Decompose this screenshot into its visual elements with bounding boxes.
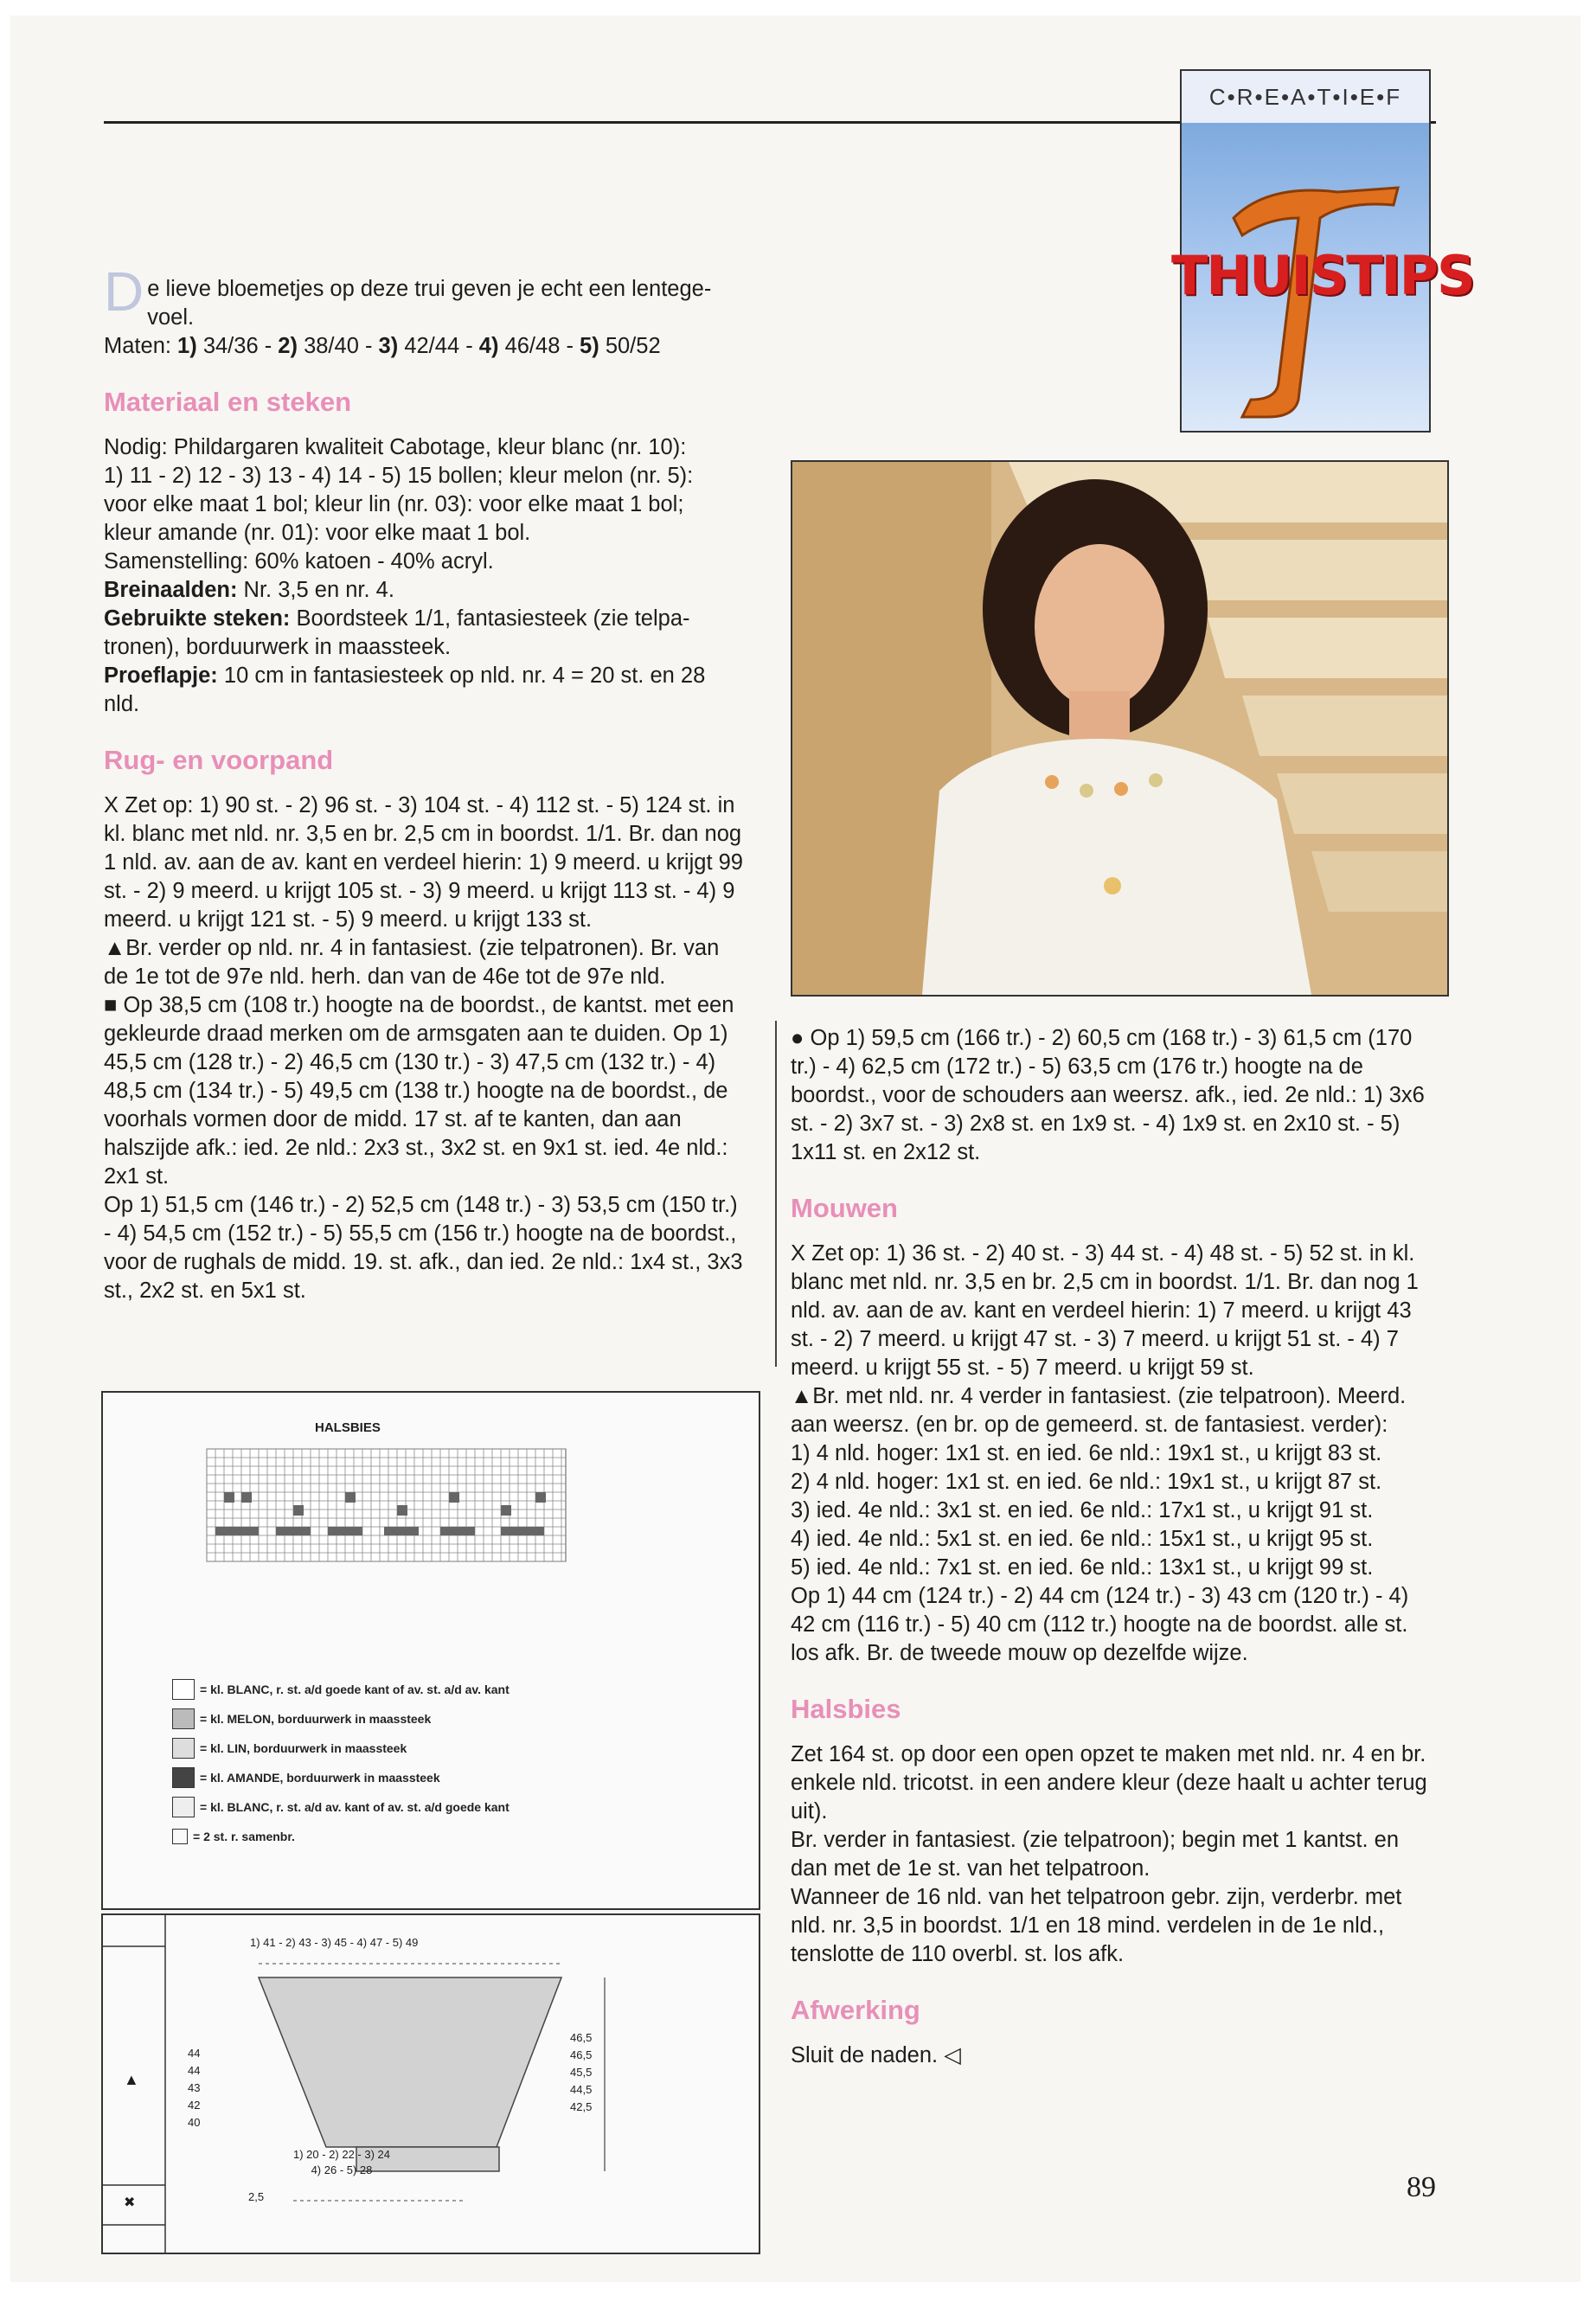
materiaal-line: Samenstelling: 60% katoen - 40% acryl. — [104, 549, 494, 574]
rug-paragraph: X Zet op: 1) 90 st. - 2) 96 st. - 3) 104 st. - 4) 112 st. - 5) 124 st. in kl. blanc met nld. nr. 3,5 en br. 2,5 cm in boordst. 1/1. Br. dan nog 1 nld. av. aan de av. kant en verdeel hierin: 1) 9 meerd. u krijgt 99 st. - 2) 9 meerd. u krijgt 105 st. - 3) 9 meerd. u krijgt 113 st. - 4) 9 meerd. u krijgt 121 st. - 5) 9 meerd. u krijgt 133 st. — [104, 793, 743, 932]
left-value: 40 — [188, 2116, 201, 2129]
heading-mouwen: Mouwen — [791, 1193, 898, 1223]
page-number: 89 — [1407, 2171, 1436, 2203]
materiaal-line: Nodig: Phildargaren kwaliteit Cabotage, kleur blanc (nr. 10): — [104, 435, 687, 459]
logo-tagline: C•R•E•A•T•I•E•F — [1182, 71, 1429, 123]
size-num: 4) — [478, 334, 499, 358]
right-value: 42,5 — [570, 2100, 593, 2113]
rib-value: 2,5 — [248, 2190, 265, 2203]
intro-line-2: voel. — [147, 305, 195, 330]
legend-row — [172, 1822, 510, 1851]
swatch-blanc-reverse — [172, 1797, 195, 1817]
legend-text: = kl. LIN, borduurwerk in maassteek — [200, 1741, 407, 1755]
model-photo — [791, 460, 1449, 997]
halsbies-grid — [198, 1440, 683, 1570]
size-num: 2) — [278, 334, 298, 358]
needles-text: Nr. 3,5 en nr. 4. — [237, 578, 394, 602]
legend-text: = kl. BLANC, r. st. a/d goede kant of av. st. a/d av. kant — [200, 1682, 510, 1696]
legend-text: = kl. MELON, borduurwerk in maassteek — [200, 1712, 432, 1726]
mouwen-paragraph: ▲Br. met nld. nr. 4 verder in fantasiest. (zie telpatroon). Meerd. aan weersz. (en br. op de gemeerd. st. de fantasiest. verder): — [791, 1384, 1407, 1437]
right-value: 46,5 — [570, 2048, 593, 2061]
left-value: 42 — [188, 2099, 201, 2112]
sleeve-schematic — [101, 1913, 760, 2254]
needles-label: Breinaalden: — [104, 578, 238, 602]
stitches-label: Gebruikte steken: — [104, 606, 291, 631]
sizes-line — [104, 332, 744, 361]
swatch-melon — [172, 1708, 195, 1729]
materiaal-line: kleur amande (nr. 01): voor elke maat 1 bol. — [104, 521, 531, 545]
chart-title: HALSBIES — [315, 1420, 381, 1435]
schematic-right-values — [570, 2029, 592, 2116]
legend-row — [172, 1675, 510, 1704]
schematic-left-values — [188, 2045, 200, 2131]
left-value: 44 — [188, 2064, 201, 2077]
triangle-marker: ▲ — [124, 2071, 139, 2088]
swatch-decrease — [172, 1829, 188, 1844]
mouwen-size-line: 3) ied. 4e nld.: 3x1 st. en ied. 6e nld.: 17x1 st., u krijgt 91 st. — [791, 1498, 1374, 1522]
left-value: 44 — [188, 2047, 201, 2060]
mouwen-paragraph: X Zet op: 1) 36 st. - 2) 40 st. - 3) 44 st. - 4) 48 st. - 5) 52 st. in kl. blanc met nld. nr. 3,5 en br. 2,5 cm in boordst. 1/1. Br. dan nog 1 nld. av. aan de av. kant en verdeel hierin: 1) 7 meerd. u krijgt 43 st. - 2) 7 meerd. u krijgt 47 st. - 3) 7 meerd. u krijgt 51 st. - 4) 7 meerd. u krijgt 55 st. - 5) 7 meerd. u krijgt 59 st. — [791, 1241, 1419, 1380]
intro-paragraph — [104, 260, 744, 332]
chart-legend — [172, 1675, 510, 1851]
legend-text: = 2 st. r. samenbr. — [193, 1830, 295, 1843]
swatch-blanc — [172, 1679, 195, 1700]
legend-row — [172, 1763, 510, 1792]
dropcap: D — [104, 260, 144, 323]
thuistips-logo — [1171, 69, 1474, 433]
legend-row — [172, 1792, 510, 1822]
right-value: 44,5 — [570, 2083, 593, 2096]
needles-line — [104, 576, 744, 605]
legend-text: = kl. AMANDE, borduurwerk in maassteek — [200, 1771, 440, 1785]
materiaal-line: voor elke maat 1 bol; kleur lin (nr. 03): voor elke maat 1 bol; — [104, 492, 684, 516]
mouwen-size-line: 2) 4 nld. hoger: 1x1 st. en ied. 6e nld.: 19x1 st., u krijgt 87 st. — [791, 1470, 1382, 1494]
left-column — [104, 260, 744, 1305]
mouwen-size-line: 5) ied. 4e nld.: 7x1 st. en ied. 6e nld.: 13x1 st., u krijgt 99 st. — [791, 1555, 1374, 1580]
right-value: 45,5 — [570, 2066, 593, 2079]
photo-illustration — [792, 462, 1447, 995]
gauge-label: Proeflapje: — [104, 663, 218, 688]
rug-paragraph: Op 1) 51,5 cm (146 tr.) - 2) 52,5 cm (148 tr.) - 3) 53,5 cm (150 tr.) - 4) 54,5 cm (152 tr.) - 5) 55,5 cm (156 tr.) hoogte na de boordst., voor de rughals de midd. 19. st. afk., dan ied. 2e nld.: 1x4 st., 3x3 st., 2x2 st. en 5x1 st. — [104, 1193, 743, 1303]
right-column — [791, 1024, 1431, 2070]
stitches-line — [104, 605, 744, 662]
halsbies-paragraph: Wanneer de 16 nld. van het telpatroon gebr. zijn, verderbr. met nld. nr. 3,5 in boordst. 1/1 en 18 mind. verdelen in de 1e nld., tenslotte de 110 overbl. st. los afk. — [791, 1885, 1402, 1966]
heading-afwerking: Afwerking — [791, 1995, 920, 2025]
right-value: 46,5 — [570, 2031, 593, 2044]
left-value: 43 — [188, 2081, 201, 2094]
legend-row — [172, 1734, 510, 1763]
size-val: 38/40 - — [297, 334, 379, 358]
legend-text: = kl. BLANC, r. st. a/d av. kant of av. st. a/d goede kant — [200, 1800, 510, 1814]
swatch-lin — [172, 1738, 195, 1759]
heading-halsbies: Halsbies — [791, 1694, 901, 1724]
size-val: 34/36 - — [196, 334, 279, 358]
schematic-bottom-label — [293, 2147, 390, 2178]
mouwen-size-line: 4) ied. 4e nld.: 5x1 st. en ied. 6e nld.: 15x1 st., u krijgt 95 st. — [791, 1527, 1374, 1551]
gauge-line — [104, 662, 744, 719]
halsbies-paragraph: Br. verder in fantasiest. (zie telpatroon); begin met 1 kantst. en dan met de 1e st. van het telpatroon. — [791, 1828, 1400, 1881]
shoulders-paragraph: ● Op 1) 59,5 cm (166 tr.) - 2) 60,5 cm (168 tr.) - 3) 61,5 cm (170 tr.) - 4) 62,5 cm (172 tr.) - 5) 63,5 cm (176 tr.) hoogte na de boordst., voor de schouders aan weersz. afk., ied. 2e nld.: 1) 3x6 st. - 2) 3x7 st. - 3) 2x8 st. en 1x9 st. - 4) 1x9 st. en 2x10 st. - 5) 1x11 st. en 2x12 st. — [791, 1026, 1425, 1164]
stitches-text: Boordsteek 1/1, fantasiesteek (zie telpa-tronen), borduurwerk in maassteek. — [104, 606, 690, 659]
halsbies-paragraph: Zet 164 st. op door een open opzet te maken met nld. nr. 4 en br. enkele nld. tricotst. in een andere kleur (deze haalt u achter terug uit). — [791, 1742, 1427, 1823]
heading-materiaal: Materiaal en steken — [104, 387, 352, 417]
size-num: 3) — [378, 334, 399, 358]
sizes-label: Maten: — [104, 334, 178, 358]
bottom-label-line: 1) 20 - 2) 22 - 3) 24 — [293, 2148, 390, 2161]
halsbies-chart-box — [101, 1391, 760, 1910]
cross-marker: ✖ — [124, 2195, 136, 2210]
intro-line-1: e lieve bloemetjes op deze trui geven je echt een lentege- — [147, 277, 712, 301]
gauge-text: 10 cm in fantasiesteek op nld. nr. 4 = 20 st. en 28 nld. — [104, 663, 706, 716]
swatch-amande — [172, 1767, 195, 1788]
mouwen-paragraph: Op 1) 44 cm (124 tr.) - 2) 44 cm (124 tr.) - 3) 43 cm (120 tr.) - 4) 42 cm (116 tr.) - 5) 40 cm (112 tr.) hoogte na de boordst. alle st. los afk. Br. de tweede mouw op dezelfde wijze. — [791, 1584, 1409, 1665]
size-val: 42/44 - — [398, 334, 479, 358]
column-divider — [775, 1021, 777, 1367]
logo-brand: THUISTIPS — [1171, 244, 1474, 307]
rug-paragraph: ▲Br. verder op nld. nr. 4 in fantasiest. (zie telpatronen). Br. van de 1e tot de 97e nld. herh. dan van de 46e tot de 97e nld. — [104, 936, 720, 989]
legend-row — [172, 1704, 510, 1734]
afwerking-paragraph: Sluit de naden. ◁ — [791, 2043, 961, 2067]
materiaal-line: 1) 11 - 2) 12 - 3) 13 - 4) 14 - 5) 15 bollen; kleur melon (nr. 5): — [104, 464, 694, 488]
heading-rug: Rug- en voorpand — [104, 745, 334, 775]
rug-paragraph: ■ Op 38,5 cm (108 tr.) hoogte na de boordst., de kantst. met een gekleurde draad merken om de armsgaten aan te duiden. Op 1) 45,5 cm (128 tr.) - 2) 46,5 cm (130 tr.) - 3) 47,5 cm (132 tr.) - 4) 48,5 cm (134 tr.) - 5) 49,5 cm (138 tr.) hoogte na de boordst., de voorhals vormen door de midd. 17 st. af te kanten, dan aan halszijde afk.: ied. 2e nld.: 2x3 st., 3x2 st. en 9x1 st. ied. 4e nld.: 2x1 st. — [104, 993, 734, 1189]
schematic-drawing — [103, 1915, 759, 2253]
schematic-top-label: 1) 41 - 2) 43 - 3) 45 - 4) 47 - 5) 49 — [250, 1936, 419, 1949]
size-num: 1) — [177, 334, 197, 358]
size-val: 50/52 — [599, 334, 661, 358]
bottom-label-line: 4) 26 - 5) 28 — [311, 2163, 373, 2176]
mouwen-size-line: 1) 4 nld. hoger: 1x1 st. en ied. 6e nld.: 19x1 st., u krijgt 83 st. — [791, 1441, 1382, 1465]
size-num: 5) — [580, 334, 599, 358]
size-val: 46/48 - — [498, 334, 580, 358]
